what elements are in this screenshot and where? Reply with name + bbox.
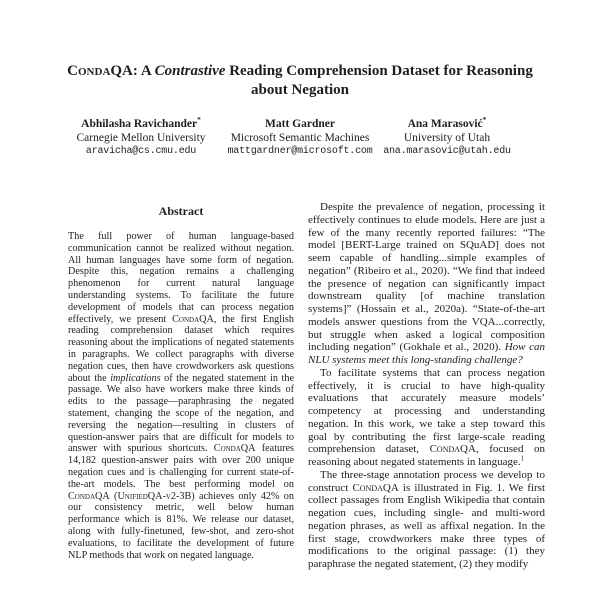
author-footnote-mark: * [197,115,201,125]
author-name: Abhilasha Ravichander* [81,115,201,130]
author-affiliation: University of Utah [403,131,491,144]
author-email: ana.marasovic@utah.edu [383,146,511,157]
author-name: Ana Marasović* [407,115,487,130]
intro-paragraph-1: Despite the prevalence of negation, processing it effectively continues to elude models. Here are just a few of the many recently reported failures: “The model [BERT-Large trained on SQuAD] does not seem capable of handling...simple examples of negation” (Ribeiro et al., 2020). “We find that indeed the presence of negation can significantly impact downstream quality [of machine translation systems]” (Hossain et al., 2020a). “State-of-the-art models answer questions from the VQA...correctly, but struggle when asked a logical composition including negation” (Gokhale et al., 2020). How can NLU systems meet this long-standing challenge? [308,201,545,366]
author-email: aravicha@cs.cmu.edu [85,146,197,157]
author-email: mattgardner@microsoft.com [227,146,373,157]
abstract-heading: Abstract [158,204,204,218]
author-name: Matt Gardner [265,118,335,130]
author-affiliation: Microsoft Semantic Machines [230,131,370,144]
author-footnote-mark: * [482,115,487,125]
author-affiliation: Carnegie Mellon University [76,131,206,144]
intro-paragraph-2: To facilitate systems that can process negation effectively, it is crucial to have high-quality evaluations that accurately measure models’ competency at processing and understanding negation. In this work, we take a step toward this goal by contributing the first large-scale reading comprehension dataset, CondaQA, focused on reasoning about negated statements in language.$^1$ [308,366,545,468]
left-column [68,204,294,561]
author-block-3 [337,115,557,159]
abstract-text: The full power of human language-based communication cannot be realized without negation. All human languages have some form of negation. Despite this, negation remains a challenging phenomenon for current natural language understanding systems. To facilitate the future development of models that can process negation effectively, we present CondaQA, the first English reading comprehension dataset which requires reasoning about the implications of negated statements in paragraphs. We collect paragraphs with diverse negation cues, then have crowdworkers ask questions about the implications of the negated statement in the passage. We also have workers make three kinds of edits to the passage—paraphrasing the negated statement, changing the scope of the negation, and reversing the negation—resulting in clusters of question-answer pairs that are difficult for models to answer with spurious shortcuts. CondaQA features 14,182 question-answer pairs with over 200 unique negation cues and is challenging for current state-of-the-art models. The best performing model on CondaQA (UnifiedQA-v2-3B) achieves only 42% on our consistency metric, well below human performance which is 81%. We release our dataset, along with fully-finetuned, few-shot, and zero-shot evaluations, to facilitate the development of future NLP methods that work on negated language. [68,231,294,561]
right-column [308,201,545,571]
intro-paragraph-3: The three-stage annotation process we develop to construct CondaQA is illustrated in Fig. 1. We first collect passages from English Wikipedia that contain negation cues, including single- and multi-word negation phrases, as well as affixal negation. In the first stage, crowdworkers make three types of modifications to the original passage: (1) they paraphrase the negated statement, (2) they modify [308,468,545,570]
paper-title: CondaQA: A Contrastive Reading Comprehension Dataset for Reasoning about Negation [67,63,533,98]
